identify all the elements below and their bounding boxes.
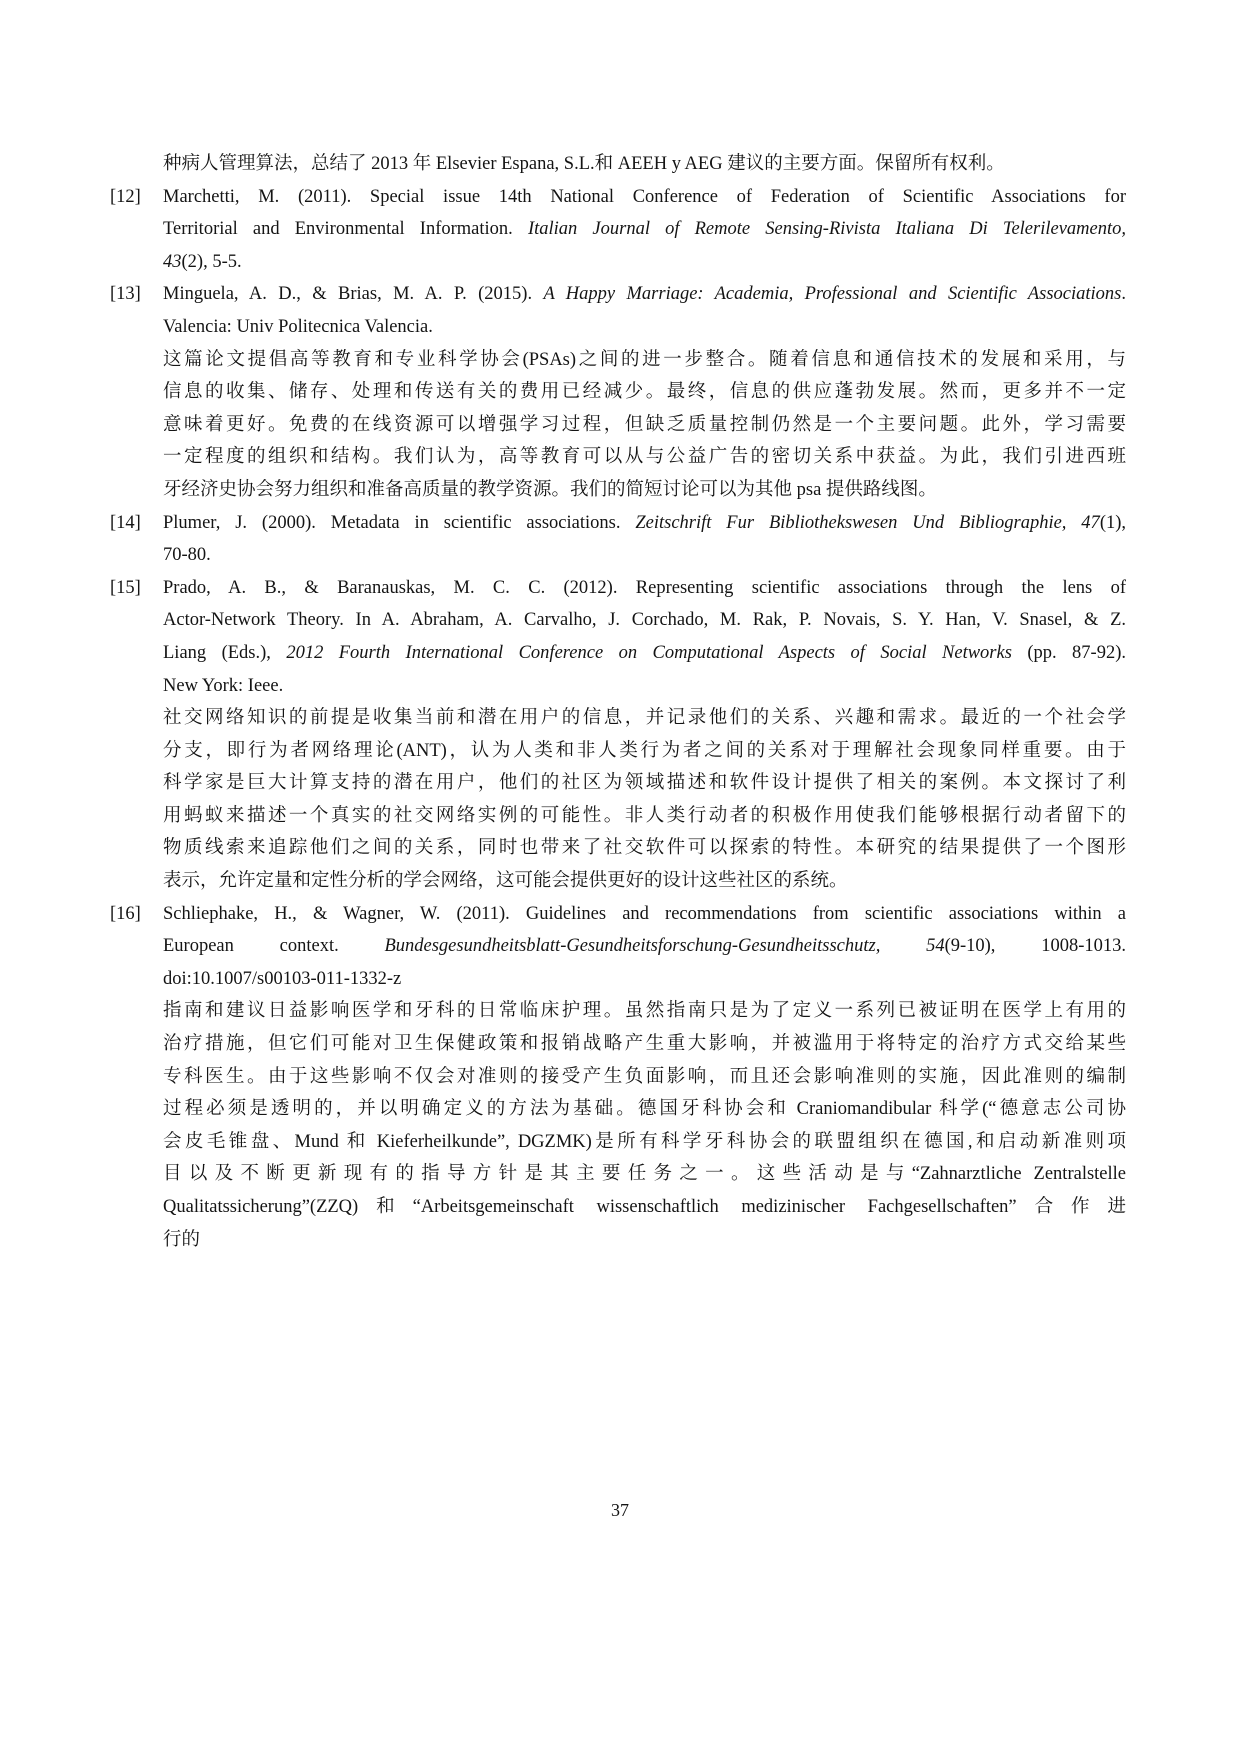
reference-abstract [110, 344, 1126, 507]
reference-number: [13] [110, 284, 141, 305]
page-number: 37 [611, 1500, 629, 1520]
citation-line: Marchetti, M. (2011). Special issue 14th National Conference of Federation of Scientific Associations for [163, 186, 1126, 207]
citation-line: European context. Bundesgesundheitsblatt-Gesundheitsforschung-Gesundheitsschutz, 54(9-10), 1008-1013. [163, 936, 1126, 957]
abstract-line: 信息的收集、储存、处理和传送有关的费用已经减少。最终，信息的供应蓬勃发展。然而，更多并不一定 [163, 382, 1126, 403]
citation-line: Plumer, J. (2000). Metadata in scientific associations. Zeitschrift Fur Bibliothekswesen Und Bibliographie, 47(1), [163, 512, 1126, 533]
abstract-line: 科学家是巨大计算支持的潜在用户，他们的社区为领域描述和软件设计提供了相关的案例。本文探讨了利 [163, 773, 1126, 794]
abstract-line: 牙经济史协会努力组织和准备高质量的教学资源。我们的简短讨论可以为其他 psa 提供路线图。 [163, 479, 937, 500]
reference-number: [15] [110, 577, 141, 598]
fragment-line: 种病人管理算法，总结了 2013 年 Elsevier Espana, S.L.和 AEEH y AEG 建议的主要方面。保留所有权利。 [163, 154, 1005, 174]
citation-line: 70-80. [163, 545, 211, 566]
reference-abstract [110, 702, 1126, 898]
abstract-line: 专科医生。由于这些影响不仅会对准则的接受产生负面影响，而且还会影响准则的实施，因此准则的编制 [163, 1066, 1126, 1087]
reference-abstract [110, 995, 1126, 1256]
abstract-line: 这篇论文提倡高等教育和专业科学协会(PSAs)之间的进一步整合。随着信息和通信技术的发展和采用，与 [163, 349, 1126, 370]
reference-number: [14] [110, 512, 141, 533]
reference-14 [110, 507, 1126, 572]
citation-line: Prado, A. B., & Baranauskas, M. C. C. (2012). Representing scientific associations through the lens of [163, 577, 1126, 598]
citation-line: Territorial and Environmental Information. Italian Journal of Remote Sensing-Rivista Italiana Di Telerilevamento, [163, 219, 1126, 240]
abstract-line: 意味着更好。免费的在线资源可以增强学习过程，但缺乏质量控制仍然是一个主要问题。此外，学习需要 [163, 414, 1126, 435]
page-body [110, 148, 1126, 1256]
citation-line: New York: Ieee. [163, 675, 284, 696]
abstract-line: 表示，允许定量和定性分析的学会网络，这可能会提供更好的设计这些社区的系统。 [163, 871, 848, 892]
abstract-line: 物质线索来追踪他们之间的关系，同时也带来了社交软件可以探索的特性。本研究的结果提供了一个图形 [163, 838, 1126, 859]
citation-line: Minguela, A. D., & Brias, M. A. P. (2015). A Happy Marriage: Academia, Professional and Scientific Associations. [163, 284, 1126, 305]
abstract-line: 分支，即行为者网络理论(ANT)，认为人类和非人类行为者之间的关系对于理解社会现象同样重要。由于 [163, 740, 1126, 761]
reference-15 [110, 572, 1126, 898]
citation-line: doi:10.1007/s00103-011-1332-z [163, 968, 402, 989]
abstract-line: Qualitatssicherung”(ZZQ)和“Arbeitsgemeinschaft wissenschaftlich medizinischer Fachgesellschaften”合作进 [163, 1197, 1126, 1217]
reference-12 [110, 181, 1126, 279]
abstract-line: 行的 [163, 1229, 201, 1250]
reference-13 [110, 278, 1126, 506]
abstract-line: 用蚂蚁来描述一个真实的社交网络实例的可能性。非人类行动者的积极作用使我们能够根据行动者留下的 [163, 805, 1126, 826]
abstract-line: 指南和建议日益影响医学和牙科的日常临床护理。虽然指南只是为了定义一系列已被证明在医学上有用的 [163, 1001, 1126, 1022]
abstract-line: 治疗措施，但它们可能对卫生保健政策和报销战略产生重大影响，并被滥用于将特定的治疗方式交给某些 [163, 1034, 1126, 1055]
abstract-line: 一定程度的组织和结构。我们认为，高等教育可以从与公益广告的密切关系中获益。为此，我们引进西班 [163, 447, 1126, 468]
reference-16 [110, 898, 1126, 1257]
reference-number: [12] [110, 186, 141, 207]
citation-line: 43(2), 5-5. [163, 251, 242, 272]
abstract-line: 目以及不断更新现有的指导方针是其主要任务之一。这些活动是与“Zahnarztliche Zentralstelle [163, 1164, 1126, 1185]
citation-line: Actor-Network Theory. In A. Abraham, A. Carvalho, J. Corchado, M. Rak, P. Novais, S. Y. Han, V. Snasel, & Z. [163, 610, 1126, 631]
reference-number: [16] [110, 903, 141, 924]
abstract-line: 会皮毛锥盘、Mund 和 Kieferheilkunde”, DGZMK)是所有科学牙科协会的联盟组织在德国,和启动新准则项 [163, 1131, 1126, 1152]
leading-fragment [110, 148, 1126, 181]
citation-line: Schliephake, H., & Wagner, W. (2011). Guidelines and recommendations from scientific associations within a [163, 903, 1126, 924]
abstract-line: 社交网络知识的前提是收集当前和潜在用户的信息，并记录他们的关系、兴趣和需求。最近的一个社会学 [163, 708, 1126, 729]
citation-line: Liang (Eds.), 2012 Fourth International Conference on Computational Aspects of Social Networks (pp. 87-92). [163, 642, 1126, 663]
citation-line: Valencia: Univ Politecnica Valencia. [163, 316, 433, 337]
abstract-line: 过程必须是透明的，并以明确定义的方法为基础。德国牙科协会和 Craniomandibular 科学(“德意志公司协 [163, 1099, 1126, 1120]
